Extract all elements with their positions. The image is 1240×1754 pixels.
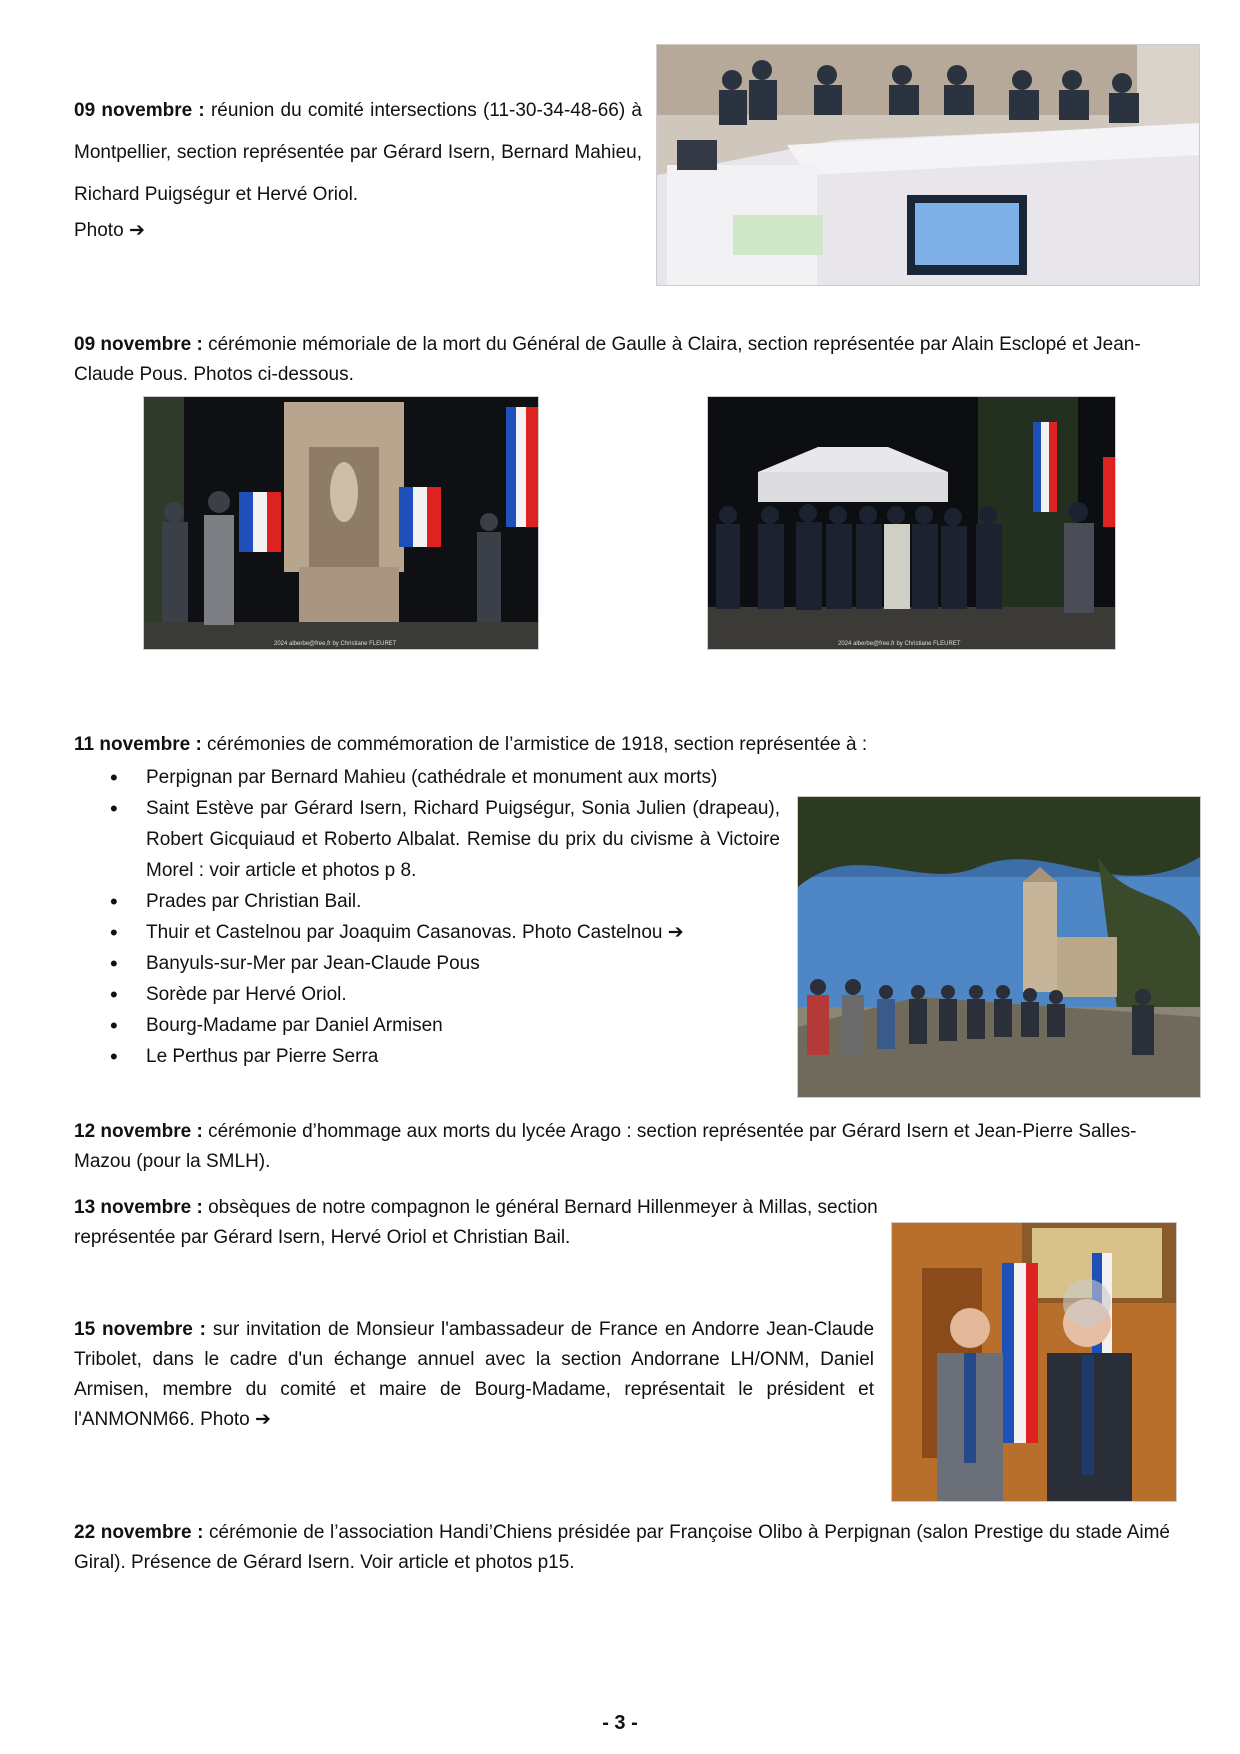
meeting-photo-graphic (657, 45, 1199, 285)
entry-text: cérémonie d’hommage aux morts du lycée Arago : section représentée par Gérard Isern et Jean-Pierre Salles-Mazou (pour la SMLH). (74, 1121, 1137, 1172)
list-item: • Perpignan par Bernard Mahieu (cathédrale et monument aux morts) (74, 762, 780, 793)
list-item: • Prades par Christian Bail. (74, 886, 780, 917)
entry-date: 09 novembre : (74, 334, 203, 355)
entry-nov11-armistice (74, 730, 1170, 760)
list-item: • Banyuls-sur-Mer par Jean-Claude Pous (74, 948, 780, 979)
entry-date: 09 novembre : (74, 100, 205, 121)
entry-date: 13 novembre : (74, 1197, 203, 1218)
entry-text: sur invitation de Monsieur l'ambassadeur de France en Andorre Jean-Claude Tribolet, dans le cadre d'un échange annuel avec la section Andorrane LH/ONM, Daniel Armisen, membre du comité et maire de Bourg-Madame, représentait le président et l'ANMONM66. Photo (74, 1319, 875, 1430)
photo-claira-monument (143, 396, 539, 650)
entry-text: réunion du comité intersections (11-30-34-48-66) à Montpellier, section représentée par Gérard Isern, Bernard Mahieu, Richard Puigségur et Hervé Oriol. (74, 100, 642, 205)
photo-link-line (74, 216, 145, 246)
entry-nov15-andorra (74, 1315, 874, 1435)
photo-credit: 2024 alberbe@free.fr by Christiane FLEURET (274, 641, 397, 647)
claira-group-graphic (708, 397, 1115, 649)
entry-nov09-ceremony (74, 330, 1170, 390)
photo-claira-group (707, 396, 1116, 650)
entry-nov12-lycee (74, 1117, 1170, 1177)
claira-monument-graphic (144, 397, 538, 649)
list-item: • Saint Estève par Gérard Isern, Richard Puigségur, Sonia Julien (drapeau), Robert Gicquiaud et Roberto Albalat. Remise du prix du civisme à Victoire Morel : voir article et photos p 8. (74, 793, 780, 886)
entry-text: cérémonies de commémoration de l’armistice de 1918, section représentée à : (201, 734, 868, 755)
list-item: • Thuir et Castelnou par Joaquim Casanovas. Photo Castelnou ➔ (74, 917, 780, 948)
photo-castelnou (797, 796, 1201, 1098)
arrow-right-icon: ➔ (128, 220, 145, 241)
photo-andorra-ambassador (891, 1222, 1177, 1502)
photo-credit: 2024 alberbe@free.fr by Christiane FLEURET (838, 641, 961, 647)
arrow-right-icon: ➔ (255, 1409, 271, 1430)
entry-nov22-handichiens (74, 1518, 1170, 1578)
entry-nov09-meeting (74, 90, 642, 216)
entry-nov13-funeral (74, 1193, 880, 1253)
entry-text: cérémonie mémoriale de la mort du Général de Gaulle à Claira, section représentée par Alain Esclopé et Jean-Claude Pous. Photos ci-dessous. (74, 334, 1141, 385)
entry-date: 22 novembre : (74, 1522, 204, 1543)
photo-meeting-montpellier (656, 44, 1200, 286)
photo-label: Photo (74, 220, 124, 241)
entry-text: cérémonie de l’association Handi’Chiens présidée par Françoise Olibo à Perpignan (salon Prestige du stade Aimé Giral). Présence de Gérard Isern. Voir article et photos p15. (74, 1522, 1170, 1573)
entry-date: 12 novembre : (74, 1121, 203, 1142)
list-item: • Bourg-Madame par Daniel Armisen (74, 1010, 780, 1041)
entry-date: 15 novembre : (74, 1319, 207, 1340)
armistice-locations-list (74, 762, 780, 1072)
page-number: - 3 - (602, 1712, 638, 1734)
list-item: • Sorède par Hervé Oriol. (74, 979, 780, 1010)
entry-date: 11 novembre : (74, 734, 202, 755)
castelnou-graphic (798, 797, 1200, 1097)
andorra-graphic (892, 1223, 1176, 1501)
list-item: • Le Perthus par Pierre Serra (74, 1041, 780, 1072)
entry-text: obsèques de notre compagnon le général Bernard Hillenmeyer à Millas, section représentée par Gérard Isern, Hervé Oriol et Christian Bail. (74, 1197, 878, 1248)
